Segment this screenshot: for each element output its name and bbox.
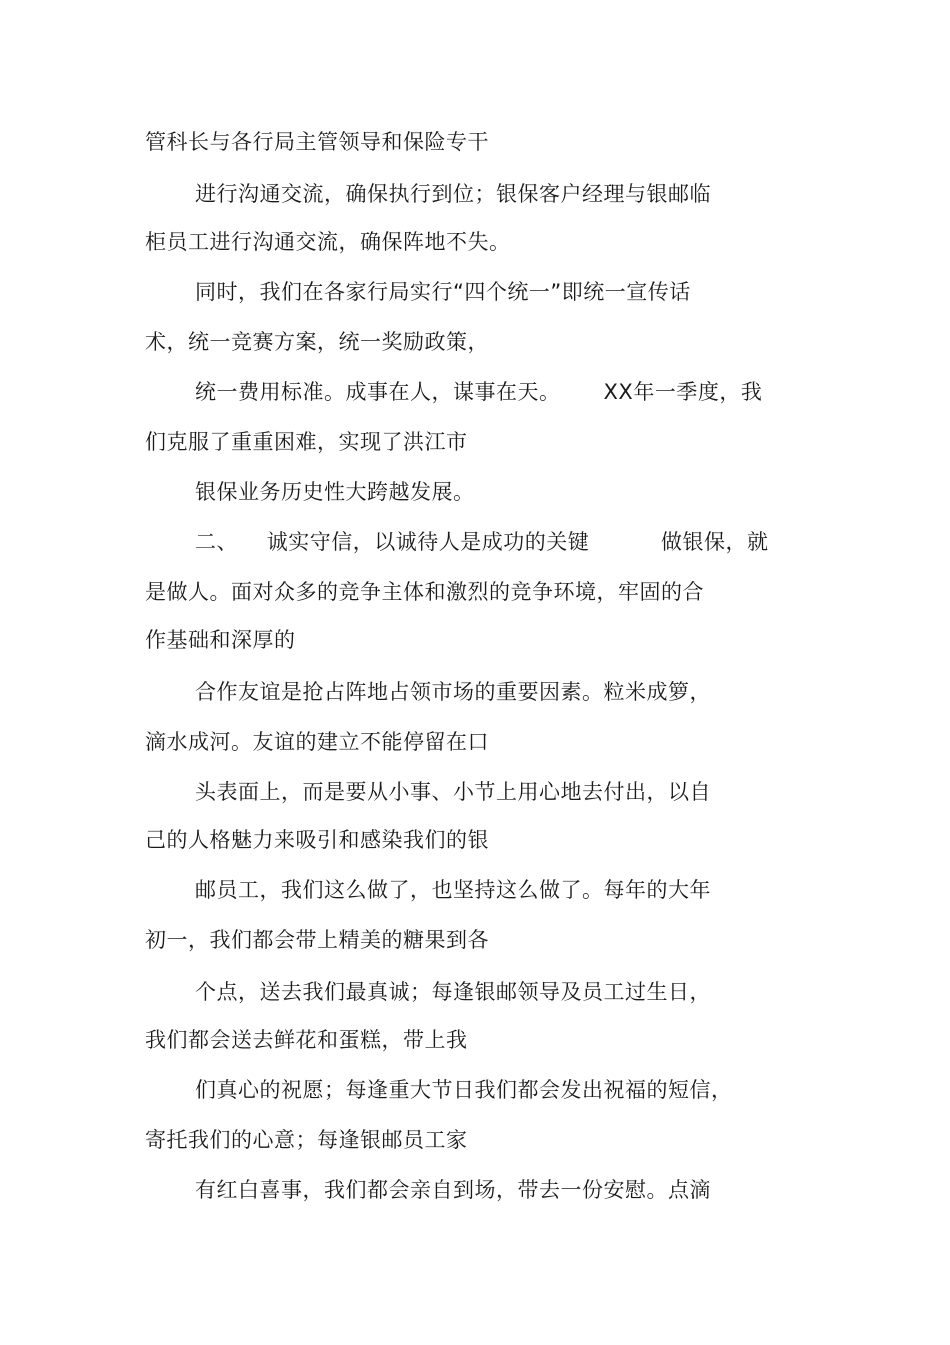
text-line: 合作友谊是抢占阵地占领市场的重要因素。粒米成箩， — [195, 680, 711, 704]
text-line: 头表面上，而是要从小事、小节上用心地去付出，以自 — [195, 780, 711, 804]
text-line: 管科长与各行局主管领导和保险专干 — [145, 130, 489, 154]
text-line: 作基础和深厚的 — [145, 628, 296, 652]
text-line: 是做人。面对众多的竞争主体和激烈的竞争环境，牢固的合 — [145, 580, 704, 604]
text-line: 寄托我们的心意；每逢银邮员工家 — [145, 1128, 468, 1152]
text-line: 柜员工进行沟通交流，确保阵地不失。 — [145, 230, 511, 254]
text-line: 我们都会送去鲜花和蛋糕，带上我 — [145, 1028, 468, 1052]
text-line: 进行沟通交流，确保执行到位；银保客户经理与银邮临 — [195, 182, 711, 206]
text-line: 同时，我们在各家行局实行“四个统一”即统一宣传话 — [195, 280, 691, 304]
text-line: 们克服了重重困难，实现了洪江市 — [145, 430, 468, 454]
text-line: 邮员工，我们这么做了，也坚持这么做了。每年的大年 — [195, 878, 711, 902]
text-line: 滴水成河。友谊的建立不能停留在口 — [145, 730, 489, 754]
text-line: 初一，我们都会带上精美的糖果到各 — [145, 928, 489, 952]
text-line: 己的人格魅力来吸引和感染我们的银 — [145, 828, 489, 852]
text-line: 个点，送去我们最真诚；每逢银邮领导及员工过生日， — [195, 980, 711, 1004]
text-line: 术，统一竞赛方案，统一奖励政策， — [145, 330, 489, 354]
section-heading-line: 二、 诚实守信，以诚待人是成功的关键 做银保，就 — [195, 530, 769, 554]
text-line: 银保业务历史性大跨越发展。 — [195, 480, 475, 504]
text-line: 有红白喜事，我们都会亲自到场，带去一份安慰。点滴 — [195, 1178, 711, 1202]
text-line: 们真心的祝愿；每逢重大节日我们都会发出祝福的短信， — [195, 1078, 733, 1102]
text-line: 统一费用标准。成事在人，谋事在天。 XX年一季度，我 — [195, 380, 763, 404]
